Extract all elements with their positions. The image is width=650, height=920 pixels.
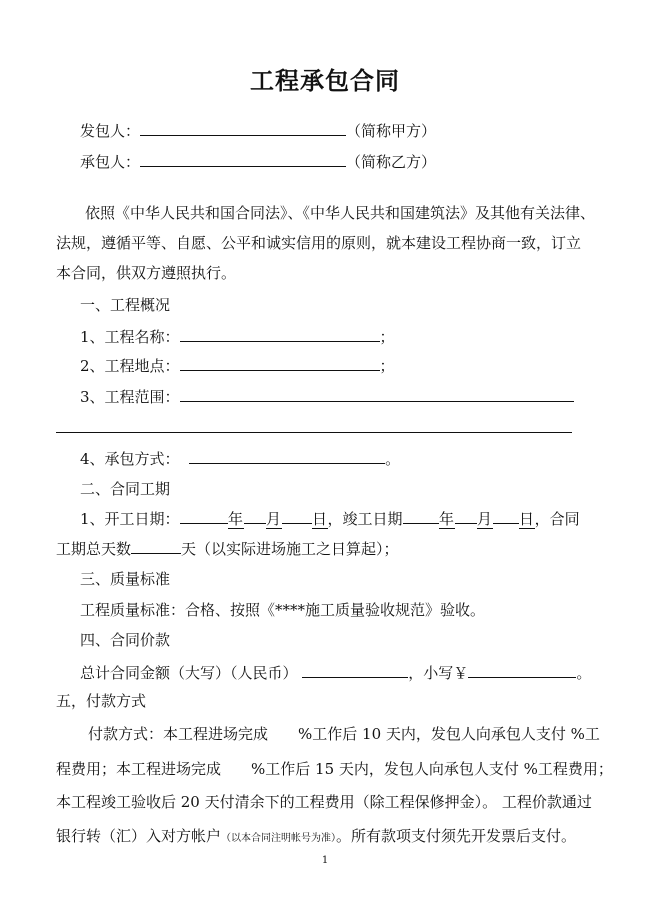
intro-line-1: 依照《中华人民共和国合同法》、《中华人民共和国建筑法》及其他有关法律、 [85, 204, 596, 222]
amount-upper-label: 总计合同金额（大写）（人民币） [80, 664, 298, 682]
employer-line [80, 120, 436, 141]
start-year-unit: 年 [228, 510, 244, 528]
amount-lower-blank[interactable] [468, 662, 576, 678]
payment-line-4 [56, 826, 576, 849]
project-scope-label: 3、工程范围： [80, 388, 180, 406]
finish-month-blank[interactable] [455, 523, 477, 524]
amount-end: 。 [576, 664, 592, 682]
project-scope-blank-2[interactable] [56, 417, 572, 433]
project-name-line [80, 326, 395, 347]
section1-heading: 一、工程概况 [80, 296, 171, 314]
payment-line-4a: 银行转（汇）入对方帐户 [56, 827, 222, 845]
payment-line-3: 本工程竣工验收后 20 天付清余下的工程费用（除工程保修押金）。 工程价款通过 [56, 793, 592, 811]
intro-line-3: 本合同，供双方遵照执行。 [56, 264, 237, 282]
project-location-line [80, 355, 395, 376]
page-number: 1 [321, 855, 329, 866]
project-location-end: ； [379, 357, 395, 375]
project-name-label: 1、工程名称： [80, 328, 180, 346]
quality-standard-text: 工程质量标准：合格、按照《****施工质量验收规范》验收。 [80, 601, 486, 619]
contract-mode-line [80, 448, 400, 469]
finish-day-blank[interactable] [493, 523, 519, 524]
page-title: 工程承包合同 [250, 66, 400, 95]
project-location-blank[interactable] [180, 355, 380, 371]
account-note: （以本合同注明帐号为准） [221, 833, 337, 844]
contractor-blank[interactable] [140, 151, 346, 167]
project-scope-continuation [56, 417, 572, 438]
start-month-blank[interactable] [244, 523, 266, 524]
section3-heading: 三、质量标准 [80, 570, 171, 588]
duration-line [56, 538, 399, 559]
finish-year-unit: 年 [439, 510, 455, 528]
project-scope-blank[interactable] [180, 386, 574, 402]
start-day-blank[interactable] [282, 523, 312, 524]
contractor-line [80, 151, 436, 172]
amount-lower-label: ，小写￥ [408, 664, 469, 682]
project-scope-line [80, 386, 574, 407]
project-name-end: ； [379, 328, 395, 346]
start-day-unit: 日 [312, 510, 328, 528]
contract-mode-label: 4、承包方式： [80, 450, 180, 468]
start-year-blank[interactable] [180, 523, 228, 524]
finish-year-blank[interactable] [403, 523, 439, 524]
contractor-alias: （简称乙方） [346, 153, 437, 171]
contract-mode-end: 。 [385, 450, 401, 468]
section5-heading: 五，付款方式 [56, 692, 147, 710]
employer-alias: （简称甲方） [346, 122, 437, 140]
duration-days-blank[interactable] [131, 538, 181, 554]
duration-label: 工期总天数 [56, 540, 132, 558]
duration-unit: 天（以实际进场施工之日算起）； [181, 540, 399, 558]
contractor-label: 承包人： [80, 153, 141, 171]
employer-blank[interactable] [140, 120, 346, 136]
employer-label: 发包人： [80, 122, 141, 140]
amount-upper-blank[interactable] [302, 662, 408, 678]
payment-line-2: 程费用；本工程进场完成 %工作后 15 天内，发包人向承包人支付 %工程费用； [56, 760, 613, 778]
intro-line-2: 法规，遵循平等、自愿、公平和诚实信用的原则，就本建设工程协商一致，订立 [56, 234, 582, 252]
finish-month-unit: 月 [477, 510, 493, 528]
contract-mode-blank[interactable] [189, 448, 385, 464]
project-name-blank[interactable] [180, 326, 380, 342]
payment-line-4b: 。所有款项支付须先开发票后支付。 [336, 827, 577, 845]
finish-date-label: ，竣工日期 [327, 510, 403, 528]
duration-tail: ，合同 [534, 510, 580, 528]
start-month-unit: 月 [266, 510, 282, 528]
project-location-label: 2、工程地点： [80, 357, 180, 375]
section4-heading: 四、合同价款 [80, 631, 171, 649]
finish-day-unit: 日 [519, 510, 535, 528]
start-date-line [80, 509, 580, 529]
start-date-label: 1、开工日期： [80, 510, 180, 528]
payment-line-1: 付款方式：本工程进场完成 %工作后 10 天内，发包人向承包人支付 %工 [88, 725, 600, 743]
section2-heading: 二、合同工期 [80, 480, 171, 498]
contract-amount-line [80, 662, 591, 683]
